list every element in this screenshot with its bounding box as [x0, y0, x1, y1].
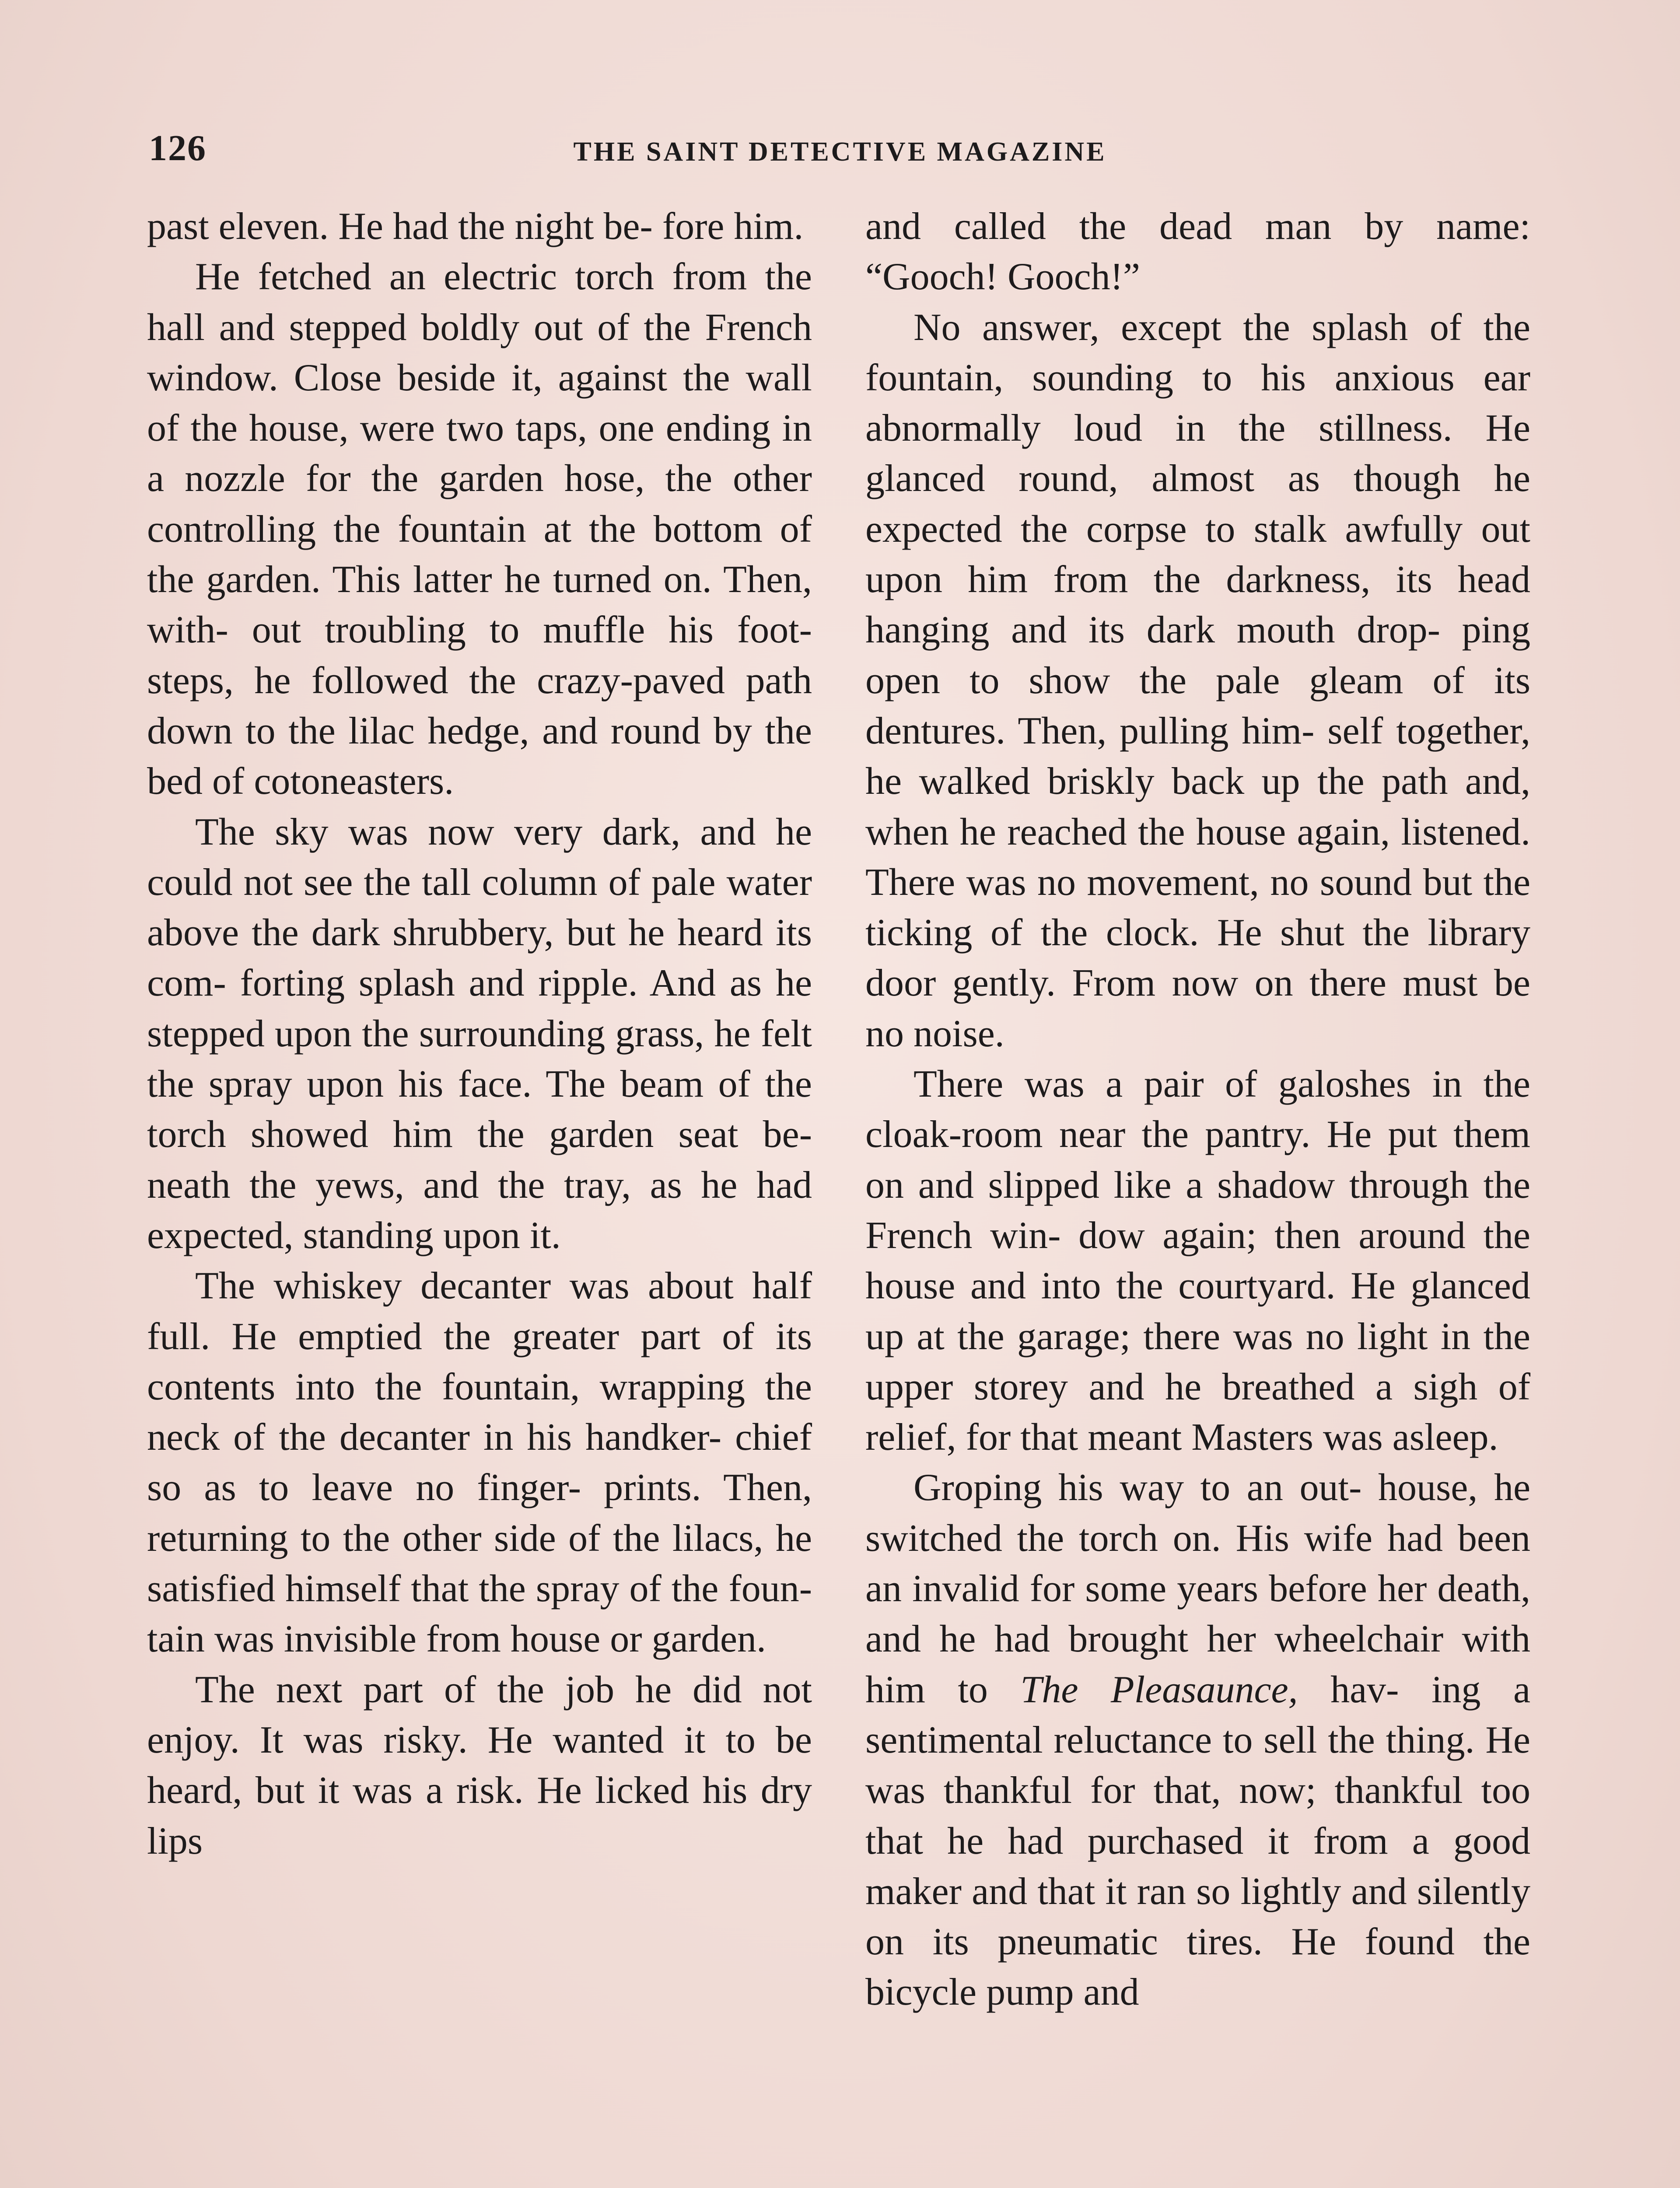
paragraph: There was a pair of galoshes in the cloak-room near the pantry. He put them on and slipped like a shadow through the French win- dow again; then around the house and into the courtyard. He glanced up at the garage; there was no light in the upper storey and he breathed a sigh of relief, for that meant Masters was asleep. [865, 1063, 1530, 1459]
paragraph: The next part of the job he did not enjoy. It was risky. He wanted it to be heard, but it was a risk. He licked his dry lips [147, 1668, 812, 1862]
paragraph: past eleven. He had the night be- fore him. [147, 205, 804, 248]
paragraph: The whiskey decanter was about half full. He emptied the greater part of its contents into the fountain, wrapping the neck of the decanter in his handker- chief so as to leave no finger- prints. Then, returning to the other side of the lilacs, he satisfied himself that the spray of the foun- tain was invisible from house or garden. [147, 1265, 812, 1661]
paragraph-text-before: Groping his way to an out- house, he switched the torch on. His wife had been an invalid for some years before her death, and he had brought her wheelchair with him to [865, 1466, 1530, 1711]
running-head: THE SAINT DETECTIVE MAGAZINE [573, 137, 1107, 167]
page-header [149, 127, 1531, 179]
page-number: 126 [149, 128, 206, 168]
paragraph: No answer, except the splash of the fountain, sounding to his anxious ear abnormally loud in the stillness. He glanced round, almost as though he expected the corpse to stalk awfully out upon him from the darkness, its head hanging and its dark mouth drop- ping open to show the pale gleam of its dentures. Then, pulling him- self together, he walked briskly back up the path and, when he reached the house again, listened. There was no movement, no sound but the ticking of the clock. He shut the library door gently. From now on there must be no noise. [865, 306, 1530, 1055]
paragraph: He fetched an electric torch from the hall and stepped boldly out of the French window. Close beside it, against the wall of the house, were two taps, one ending in a nozzle for the garden hose, the other controlling the fountain at the bottom of the garden. This latter he turned on. Then, with- out troubling to muffle his foot- steps, he followed the crazy-paved path down to the lilac hedge, and round by the bed of cotoneasters. [147, 256, 812, 803]
paragraph [865, 1462, 1530, 2017]
paragraph-text-after: hav- ing a sentimental reluctance to sell the thing. He was thankful for that, now; thankful too that he had purchased it from a good maker and that it ran so lightly and silently on its pneumatic tires. He found the bicycle pump and [865, 1668, 1531, 2014]
paragraph: and called the dead man by name: “Gooch! Gooch!” [865, 205, 1530, 298]
right-column [865, 201, 1530, 2018]
left-column [147, 201, 812, 1866]
italic-house-name: The Pleasaunce, [1020, 1668, 1298, 1711]
paragraph: The sky was now very dark, and he could not see the tall column of pale water above the dark shrubbery, but he heard its com- forting splash and ripple. And as he stepped upon the surrounding grass, he felt the spray upon his face. The beam of the torch showed him the garden seat be- neath the yews, and the tray, as he had expected, standing upon it. [147, 810, 812, 1257]
